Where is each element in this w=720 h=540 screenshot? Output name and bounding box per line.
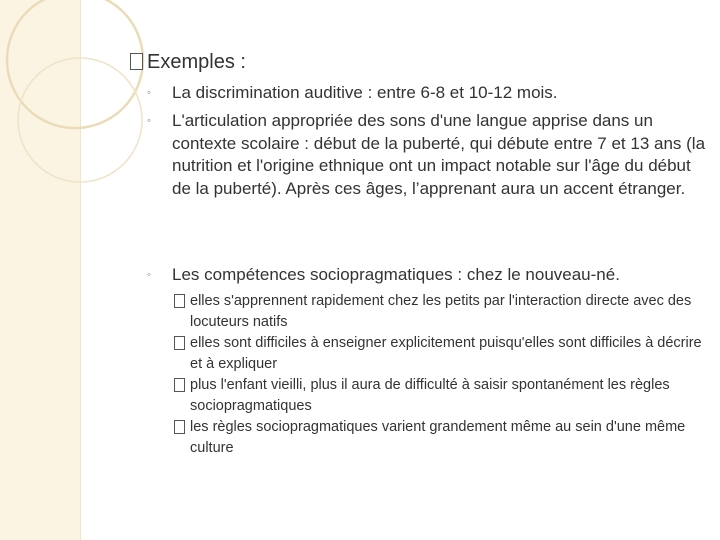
list-item [147, 110, 707, 200]
missing-glyph-box-icon [174, 420, 185, 434]
sub-list-item-text: elles s'apprennent rapidement chez les petits par l'interaction directe avec des locuteurs natifs [190, 293, 692, 330]
missing-glyph-box-icon [174, 378, 185, 392]
circle-bullet-icon: ◦ [147, 115, 151, 127]
missing-glyph-box-icon [174, 336, 185, 350]
sub-list-item-text: les règles sociopragmatiques varient grandement même au sein d'une même culture [190, 419, 686, 456]
list-item-text: Les compétences sociopragmatiques : chez le nouveau-né. [172, 265, 620, 284]
list-item-text: La discrimination auditive : entre 6-8 et 10-12 mois. [172, 83, 558, 102]
sub-list-item [174, 333, 704, 374]
list-item [147, 264, 707, 287]
sub-list-item [174, 417, 704, 458]
heading-text: Exemples : [147, 51, 246, 73]
circle-bullet-icon: ◦ [147, 87, 151, 99]
sub-list-item [174, 375, 704, 416]
circle-bullet-icon: ◦ [147, 269, 151, 281]
missing-glyph-box-icon [174, 294, 185, 308]
sub-list-item [174, 291, 704, 332]
list-item-text: L'articulation appropriée des sons d'une langue apprise dans un contexte scolaire : début de la puberté, qui débute entre 7 et 13 ans (la nutrition et l'origine ethnique ont un impact notable sur l'âge du début de la puberté). Après ces âges, l’apprenant aura un accent étranger. [172, 111, 706, 198]
missing-glyph-box-icon [130, 53, 143, 70]
sub-list-item-text: elles sont difficiles à enseigner explicitement puisqu'elles sont difficiles à décrire et à expliquer [190, 335, 702, 372]
sub-list-item-text: plus l'enfant vieilli, plus il aura de difficulté à saisir spontanément les règles sociopragmatiques [190, 377, 670, 414]
list-item [147, 82, 707, 105]
slide-heading [130, 50, 246, 74]
